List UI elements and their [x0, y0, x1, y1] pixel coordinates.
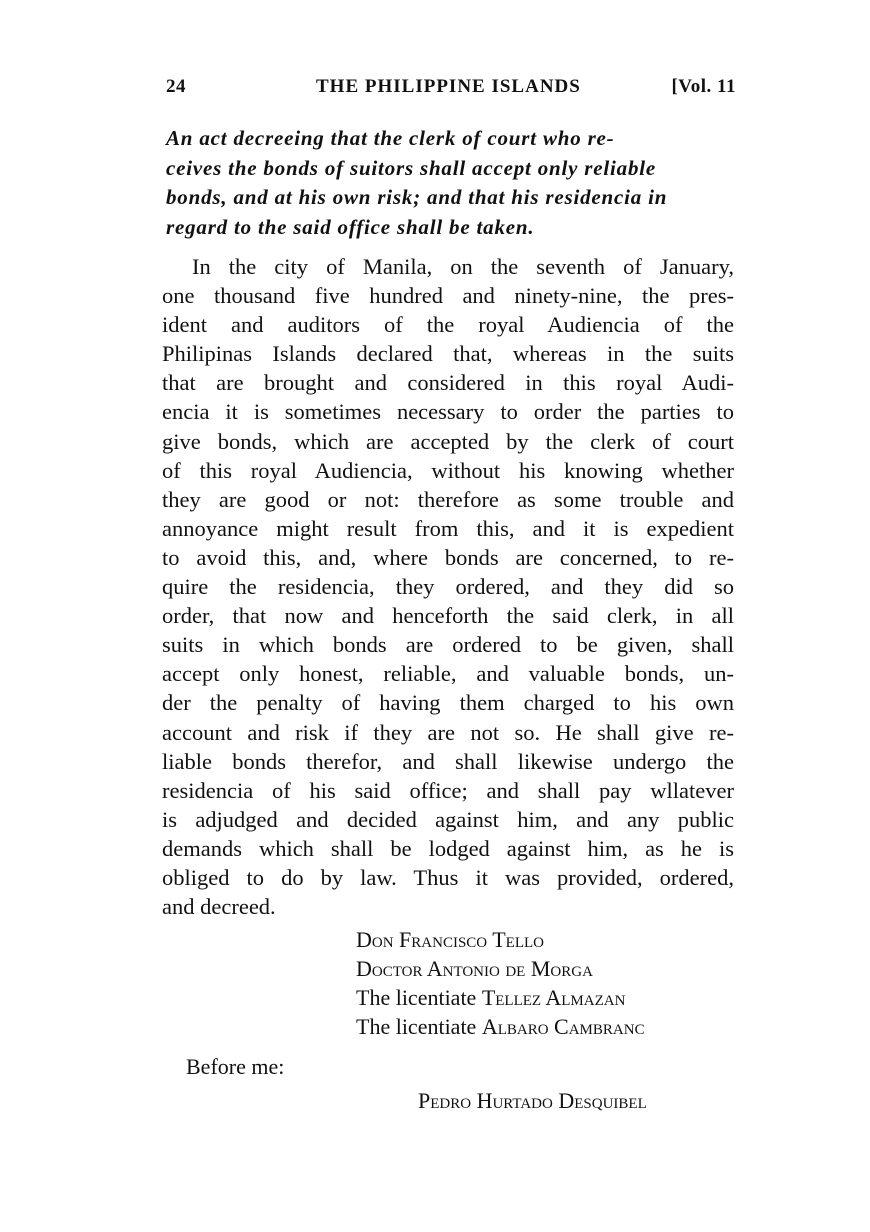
body-line: encia it is sometimes necessary to order the parties to: [162, 399, 734, 425]
body-line: to avoid this, and, where bonds are concerned, to re-: [162, 544, 734, 570]
title-line: regard to the said office shall be taken.: [166, 214, 535, 239]
body-line: one thousand five hundred and ninety-nine, the pres-: [162, 283, 734, 309]
page-header: [166, 76, 736, 104]
body-line: is adjudged and decided against him, and any public: [162, 806, 734, 832]
body-line: order, that now and henceforth the said clerk, in all: [162, 603, 734, 629]
title-line: An act decreeing that the clerk of court who re-: [166, 126, 615, 150]
running-title: THE PHILIPPINE ISLANDS: [316, 76, 581, 97]
body-line: der the penalty of having them charged to his own: [162, 690, 734, 716]
body-line: residencia of his said office; and shall pay wllatever: [162, 777, 734, 803]
body-line: accept only honest, reliable, and valuable bonds, un-: [162, 661, 734, 687]
clerk-signature: Pedro Hurtado Desquibel: [418, 1088, 647, 1113]
page-number: 24: [166, 76, 186, 97]
body-line: demands which shall be lodged against him, as he is: [162, 835, 734, 861]
title-line: ceives the bonds of suitors shall accept only reliable: [166, 155, 657, 180]
before-me-label: Before me:: [186, 1054, 285, 1079]
body-line: they are good or not: therefore as some trouble and: [162, 486, 734, 512]
body-paragraph: [162, 252, 734, 921]
signature-name: Albaro Cambranc: [481, 1014, 645, 1039]
signature-prefix: The licentiate: [356, 985, 482, 1010]
signature-almazan: [356, 983, 625, 1012]
act-title: [166, 124, 736, 242]
signature-prefix: The licentiate: [356, 1014, 482, 1039]
body-line: of this royal Audiencia, without his knowing whether: [162, 457, 734, 483]
body-line: liable bonds therefor, and shall likewise undergo the: [162, 748, 734, 774]
signature-cambranc: [356, 1012, 645, 1041]
body-line: that are brought and considered in this royal Audi-: [162, 370, 734, 396]
signature-name: Tellez Almazan: [481, 985, 626, 1010]
title-line: bonds, and at his own risk; and that his residencia in: [166, 185, 668, 209]
volume-label: [Vol. 11: [671, 76, 736, 97]
body-line: account and risk if they are not so. He shall give re-: [162, 719, 734, 745]
body-line: annoyance might result from this, and it is expedient: [162, 515, 734, 541]
signature-tello: Don Francisco Tello: [356, 927, 544, 952]
body-line: and decreed.: [162, 894, 276, 920]
body-line: In the city of Manila, on the seventh of January,: [192, 254, 734, 279]
body-line: Philipinas Islands declared that, whereas in the suits: [162, 341, 734, 367]
body-line: give bonds, which are accepted by the clerk of court: [162, 428, 734, 454]
body-line: ident and auditors of the royal Audiencia of the: [162, 312, 734, 338]
body-line: quire the residencia, they ordered, and they did so: [162, 574, 734, 600]
body-line: suits in which bonds are ordered to be given, shall: [162, 632, 734, 658]
signature-morga: Doctor Antonio de Morga: [356, 956, 593, 981]
body-line: obliged to do by law. Thus it was provided, ordered,: [162, 864, 734, 890]
